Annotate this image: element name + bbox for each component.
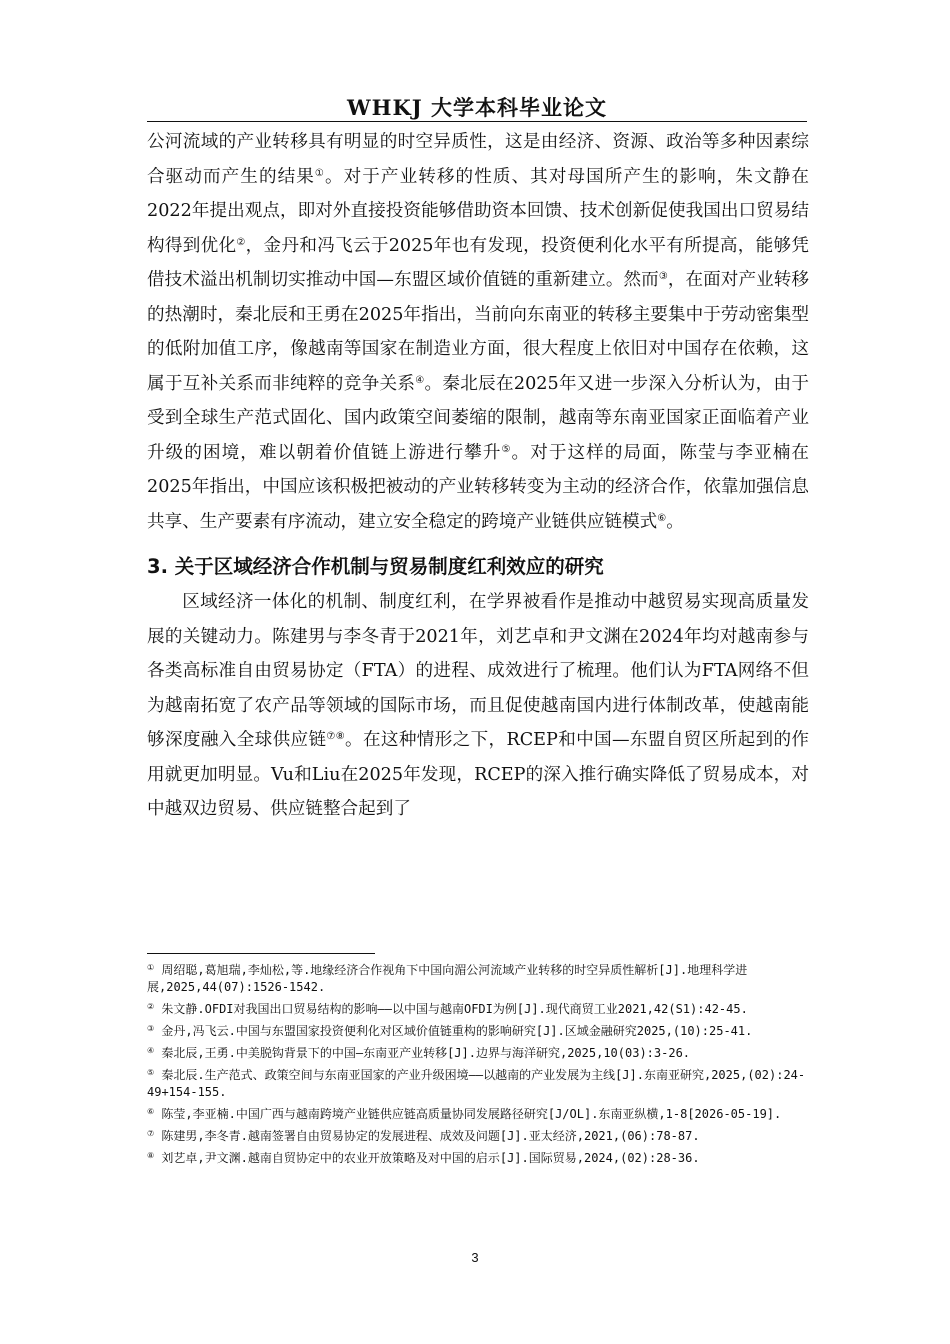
footnote-text: 周绍聪,葛旭瑞,李灿松,等.地缘经济合作视角下中国向湄公河流域产业转移的时空异质性解析[J].地理科学进展,2025,44(07):1526-1542. — [147, 963, 748, 994]
footnote-item — [147, 962, 812, 996]
paragraph-2-text-2: 。在这种情形之下，RCEP和中国—东盟自贸区所起到的作用就更加明显。Vu和Liu在2025年发现，RCEP的深入推行确实降低了贸易成本，对中越双边贸易、供应链整合起到了 — [147, 730, 809, 819]
footnote-item — [147, 1128, 812, 1145]
footnote-ref-6[interactable]: ⑥ — [657, 512, 667, 524]
footnote-rule — [147, 953, 375, 954]
paragraph-1-text-1: 公河流域的产业转移具有明显的时空异质性，这是由经济、资源、政治等多种因素综合驱动而产生的结果 — [147, 132, 809, 187]
footnote-ref-4[interactable]: ④ — [415, 374, 425, 386]
running-header: WHKJ 大学本科毕业论文 — [347, 95, 607, 120]
footnote-mark: ② — [147, 1002, 155, 1011]
footnote-text: 金丹,冯飞云.中国与东盟国家投资便利化对区域价值链重构的影响研究[J].区域金融研究2025,(10):25-41. — [161, 1024, 753, 1038]
footnote-mark: ⑤ — [147, 1068, 155, 1077]
paragraph-1-text-6: 。对于这样的局面，陈莹与李亚楠在2025年指出，中国应该积极把被动的产业转移转变为主动的经济合作，依靠加强信息共享、生产要素有序流动，建立安全稳定的跨境产业链供应链模式 — [147, 442, 809, 532]
paragraph-1-text-4: ，在面对产业转移的热潮时，秦北辰和王勇在2025年指出，当前向东南亚的转移主要集中于劳动密集型的低附加值工序，像越南等国家在制造业方面，很大程度上依旧对中国存在依赖，这属于互补关系而非纯粹的竞争关系 — [147, 270, 809, 394]
footnote-text: 陈建男,李冬青.越南签署自由贸易协定的发展进程、成效及问题[J].亚太经济,2021,(06):78-87. — [161, 1129, 700, 1143]
footnote-mark: ③ — [147, 1024, 155, 1033]
section-heading-3: 3. 关于区域经济合作机制与贸易制度红利效应的研究 — [147, 555, 604, 578]
footnote-ref-2[interactable]: ② — [236, 236, 246, 248]
footnote-ref-1[interactable]: ① — [314, 167, 325, 179]
footnote-item — [147, 1023, 812, 1040]
footnote-mark: ⑥ — [147, 1107, 155, 1116]
paragraph-1-text-2: 。对于产业转移的性质、其对母国所产生的影响，朱文静在2022年提出观点，即对外直接投资能够借助资本回馈、技术创新促使我国出口贸易结构得到优化 — [147, 166, 809, 256]
footnote-ref-3[interactable]: ③ — [658, 271, 668, 282]
footnote-text: 秦北辰,王勇.中美脱钩背景下的中国—东南亚产业转移[J].边界与海洋研究,2025,10(03):3-26. — [161, 1046, 691, 1060]
footnote-mark: ④ — [147, 1046, 155, 1055]
footnote-ref-5[interactable]: ⑤ — [501, 443, 512, 455]
footnote-item — [147, 1067, 812, 1101]
footnotes — [147, 962, 812, 1172]
footnote-text: 刘艺卓,尹文渊.越南自贸协定中的农业开放策略及对中国的启示[J].国际贸易,2024,(02):28-36. — [161, 1151, 700, 1165]
footnote-item — [147, 1150, 812, 1167]
footnote-text: 陈莹,李亚楠.中国广西与越南跨境产业链供应链高质量协同发展路径研究[J/OL].东南亚纵横,1-8[2026-05-19]. — [161, 1107, 782, 1121]
footnote-mark: ① — [147, 963, 155, 972]
footnote-text: 朱文静.OFDI对我国出口贸易结构的影响——以中国与越南OFDI为例[J].现代商贸工业2021,42(S1):42-45. — [161, 1002, 748, 1016]
paragraph-1 — [147, 125, 809, 539]
footnote-ref-7-8[interactable]: ⑦⑧ — [326, 731, 346, 742]
paragraph-1-text-7: 。 — [666, 511, 684, 532]
footnote-text: 秦北辰.生产范式、政策空间与东南亚国家的产业升级困境——以越南的产业发展为主线[J].东南亚研究,2025,(02):24-49+154-155. — [147, 1068, 806, 1099]
footnote-item — [147, 1106, 812, 1123]
footnote-mark: ⑦ — [147, 1129, 155, 1138]
main-text — [147, 125, 809, 827]
footnote-item — [147, 1001, 812, 1018]
paragraph-1-text-5: 。秦北辰在2025年又进一步深入分析认为，由于受到全球生产范式固化、国内政策空间萎缩的限制，越南等东南亚国家正面临着产业升级的困境，难以朝着价值链上游进行攀升 — [147, 373, 809, 463]
paragraph-2 — [147, 585, 809, 827]
page-number: 3 — [471, 1250, 479, 1265]
footnote-mark: ⑧ — [147, 1151, 155, 1160]
header-rule — [147, 121, 807, 122]
paragraph-2-text-1: 区域经济一体化的机制、制度红利，在学界被看作是推动中越贸易实现高质量发展的关键动力。陈建男与李冬青于2021年，刘艺卓和尹文渊在2024年均对越南参与各类高标准自由贸易协定（FTA）的进程、成效进行了梳理。他们认为FTA网络不但为越南拓宽了农产品等领域的国际市场，而且促使越南国内进行体制改革，使越南能够深度融入全球供应链 — [147, 592, 809, 750]
footnote-item — [147, 1045, 812, 1062]
paragraph-1-text-3: ，金丹和冯飞云于2025年也有发现，投资便利化水平有所提高，能够凭借技术溢出机制切实推动中国—东盟区域价值链的重新建立。然而 — [147, 235, 809, 290]
